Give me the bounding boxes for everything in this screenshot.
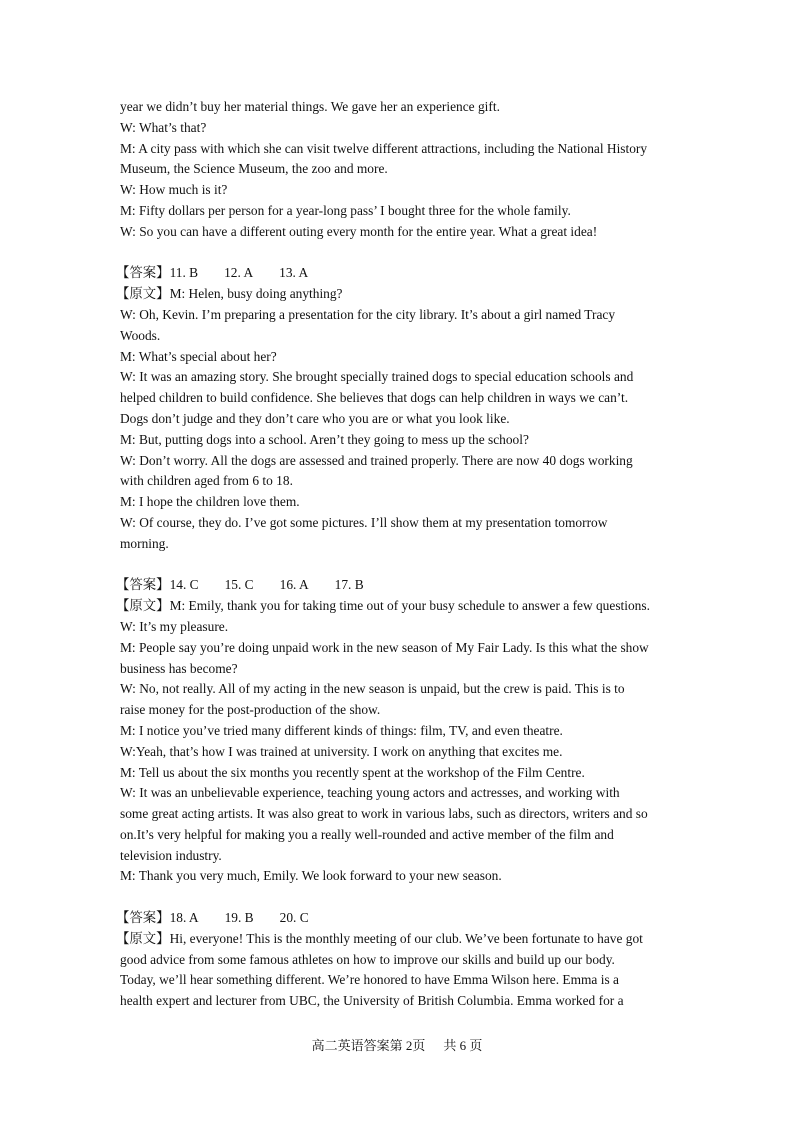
text-line: with children aged from 6 to 18.: [120, 473, 293, 489]
text-line: M: Fifty dollars per person for a year-long pass’ I bought three for the whole family.: [120, 202, 571, 218]
text-line: Museum, the Science Museum, the zoo and more.: [120, 161, 388, 177]
answer-section-11-13: [116, 263, 680, 554]
text-line: on.It’s very helpful for making you a really well-rounded and active member of the film and: [120, 826, 614, 842]
text-line: raise money for the post-production of the show.: [120, 702, 381, 718]
text-line: Dogs don’t judge and they don’t care who you are or what you look like.: [120, 410, 510, 426]
answer-line: [116, 263, 680, 284]
answer-line: [116, 908, 680, 929]
text-line: W: It was an unbelievable experience, teaching young actors and actresses, and working with: [120, 785, 620, 801]
transcript-text: Hi, everyone! This is the monthly meeting of our club. We’ve been fortunate to have got: [169, 930, 643, 946]
transcript-label: 【原文】: [116, 286, 170, 302]
transcript-label: 【原文】: [116, 598, 170, 614]
text-line: M: Tell us about the six months you recently spent at the workshop of the Film Centre.: [120, 764, 585, 780]
text-line: morning.: [120, 535, 169, 551]
answer-item: 20. C: [279, 910, 309, 926]
answer-item: 19. B: [224, 910, 254, 926]
text-line: W: It’s my pleasure.: [120, 618, 229, 634]
page-number-label: 高二英语答案第 2页: [311, 1038, 426, 1053]
text-line: W: It was an amazing story. She brought specially trained dogs to special education schools and: [120, 369, 634, 385]
text-line: W:Yeah, that’s how I was trained at university. I work on anything that excites me.: [120, 743, 563, 759]
total-pages-label: 共 6 页: [443, 1038, 483, 1053]
transcript-text: M: Emily, thank you for taking time out of your busy schedule to answer a few questions.: [169, 598, 650, 614]
answer-item: 13. A: [279, 265, 309, 281]
answer-item: 11. B: [169, 265, 199, 281]
dialogue-block-1: [120, 97, 680, 243]
answer-line: [116, 575, 680, 596]
page-content: [116, 97, 680, 1012]
answer-label: 【答案】: [116, 910, 170, 926]
answer-item: 17. B: [334, 577, 364, 593]
text-line: health expert and lecturer from UBC, the University of British Columbia. Emma worked for a: [120, 993, 624, 1009]
answer-section-14-17: [116, 575, 680, 887]
answer-section-18-20: [116, 908, 680, 1012]
text-line: television industry.: [120, 847, 222, 863]
text-line: M: A city pass with which she can visit twelve different attractions, including the National History: [120, 140, 648, 156]
transcript-first-line: [116, 596, 680, 617]
answer-item: 15. C: [224, 577, 254, 593]
transcript-text: M: Helen, busy doing anything?: [169, 286, 343, 302]
answer-item: 12. A: [224, 265, 254, 281]
answer-item: 18. A: [169, 910, 199, 926]
text-line: W: What’s that?: [120, 119, 207, 135]
text-line: M: But, putting dogs into a school. Aren’t they going to mess up the school?: [120, 431, 529, 447]
answer-label: 【答案】: [116, 577, 170, 593]
text-line: M: People say you’re doing unpaid work in the new season of My Fair Lady. Is this what the show: [120, 639, 649, 655]
text-line: helped children to build confidence. She believes that dogs can help children in ways we can’t.: [120, 390, 629, 406]
text-line: M: I notice you’ve tried many different kinds of things: film, TV, and even theatre.: [120, 722, 563, 738]
text-line: W: No, not really. All of my acting in the new season is unpaid, but the crew is paid. This is to: [120, 681, 625, 697]
text-line: business has become?: [120, 660, 238, 676]
transcript-first-line: [116, 284, 680, 305]
text-line: year we didn’t buy her material things. We gave her an experience gift.: [120, 99, 500, 114]
text-line: M: Thank you very much, Emily. We look forward to your new season.: [120, 868, 502, 884]
transcript-first-line: [116, 929, 680, 950]
text-line: good advice from some famous athletes on how to improve our skills and build up our body.: [120, 951, 615, 967]
page-footer: [0, 1037, 794, 1055]
text-line: M: What’s special about her?: [120, 348, 277, 364]
answer-item: 14. C: [169, 577, 199, 593]
text-line: some great acting artists. It was also great to work in various labs, such as directors, writers and so: [120, 806, 648, 822]
text-line: Today, we’ll hear something different. We’re honored to have Emma Wilson here. Emma is a: [120, 972, 619, 988]
text-line: W: So you can have a different outing every month for the entire year. What a great idea!: [120, 223, 598, 239]
answer-item: 16. A: [279, 577, 309, 593]
text-line: W: Don’t worry. All the dogs are assessed and trained properly. There are now 40 dogs working: [120, 452, 633, 468]
text-line: W: Oh, Kevin. I’m preparing a presentation for the city library. It’s about a girl named Tracy: [120, 306, 616, 322]
text-line: Woods.: [120, 327, 161, 343]
answer-label: 【答案】: [116, 265, 170, 281]
transcript-label: 【原文】: [116, 930, 170, 946]
text-line: M: I hope the children love them.: [120, 494, 300, 510]
text-line: W: Of course, they do. I’ve got some pictures. I’ll show them at my presentation tomorrow: [120, 514, 608, 530]
text-line: W: How much is it?: [120, 182, 228, 198]
